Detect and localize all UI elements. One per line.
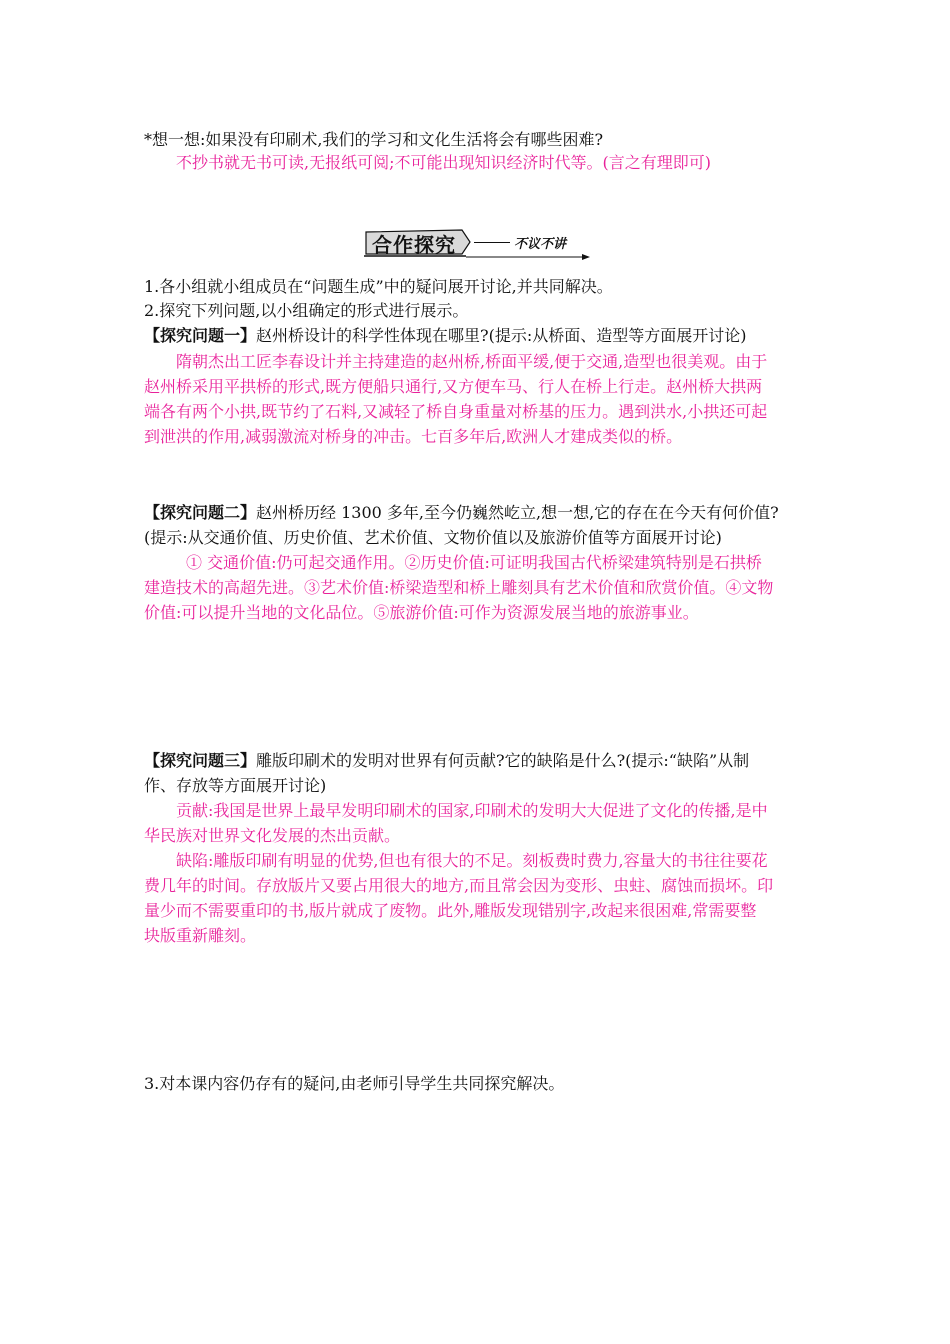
question-2-text: 赵州桥历经 1300 多年,至今仍巍然屹立,想一想,它的存在在今天有何价值? (256, 503, 779, 522)
question-1-text: 赵州桥设计的科学性体现在哪里?(提示:从桥面、造型等方面展开讨论) (256, 326, 747, 345)
q2-answer-line-1: ① 交通价值:仍可起交通作用。②历史价值:可证明我国古代桥梁建筑特别是石拱桥 (186, 553, 762, 572)
question-3-bracket: 【探究问题三】 (144, 751, 257, 770)
question-3 (144, 748, 749, 774)
question-2 (144, 500, 779, 526)
section-subtitle: 不议不讲 (514, 237, 567, 252)
section-title-banner (362, 226, 590, 262)
question-2-bracket: 【探究问题二】 (144, 503, 257, 522)
step-3: 3.对本课内容仍存有的疑问,由老师引导学生共同探究解决。 (144, 1074, 565, 1093)
q2-answer-line-3: 价值:可以提升当地的文化品位。⑤旅游价值:可作为资源发展当地的旅游事业。 (144, 603, 699, 622)
question-1 (144, 323, 746, 349)
question-3-text-cont: 作、存放等方面展开讨论) (144, 776, 327, 795)
section-title-dash (474, 242, 510, 243)
q3-contribution-line-1: 贡献:我国是世界上最早发明印刷术的国家,印刷术的发明大大促进了文化的传播,是中 (176, 801, 768, 820)
q3-contribution-line-2: 华民族对世界文化发展的杰出贡献。 (144, 826, 401, 845)
question-3-text: 雕版印刷术的发明对世界有何贡献?它的缺陷是什么?(提示:“缺陷”从制 (256, 751, 750, 770)
q3-defect-line-1: 缺陷:雕版印刷有明显的优势,但也有很大的不足。刻板费时费力,容量大的书往往要花 (176, 851, 768, 870)
section-title: 合作探究 (372, 233, 456, 257)
question-1-bracket: 【探究问题一】 (144, 326, 257, 345)
title-underline (466, 254, 590, 260)
q1-answer-line-1: 隋朝杰出工匠李春设计并主持建造的赵州桥,桥面平缓,便于交通,造型也很美观。由于 (176, 352, 768, 371)
step-2: 2.探究下列问题,以小组确定的形式进行展示。 (144, 301, 469, 320)
question-2-hint: (提示:从交通价值、历史价值、艺术价值、文物价值以及旅游价值等方面展开讨论) (144, 528, 722, 547)
q3-defect-line-4: 块版重新雕刻。 (144, 926, 257, 945)
think-answer: 不抄书就无书可读,无报纸可阅;不可能出现知识经济时代等。(言之有理即可) (176, 153, 711, 172)
q1-answer-line-4: 到泄洪的作用,减弱激流对桥身的冲击。七百多年后,欧洲人才建成类似的桥。 (144, 427, 683, 446)
q1-answer-line-3: 端各有两个小拱,既节约了石料,又减轻了桥自身重量对桥基的压力。遇到洪水,小拱还可起 (144, 402, 768, 421)
step-1: 1.各小组就小组成员在“问题生成”中的疑问展开讨论,并共同解决。 (144, 277, 613, 296)
q3-defect-line-3: 量少而不需要重印的书,版片就成了废物。此外,雕版发现错别字,改起来很困难,常需要整 (144, 901, 757, 920)
q3-defect-line-2: 费几年的时间。存放版片又要占用很大的地方,而且常会因为变形、虫蛀、腐蚀而损坏。印 (144, 876, 774, 895)
q1-answer-line-2: 赵州桥采用平拱桥的形式,既方便船只通行,又方便车马、行人在桥上行走。赵州桥大拱两 (144, 377, 763, 396)
think-question: *想一想:如果没有印刷术,我们的学习和文化生活将会有哪些困难? (144, 130, 604, 149)
q2-answer-line-2: 建造技术的高超先进。③艺术价值:桥梁造型和桥上雕刻具有艺术价值和欣赏价值。④文物 (144, 578, 774, 597)
